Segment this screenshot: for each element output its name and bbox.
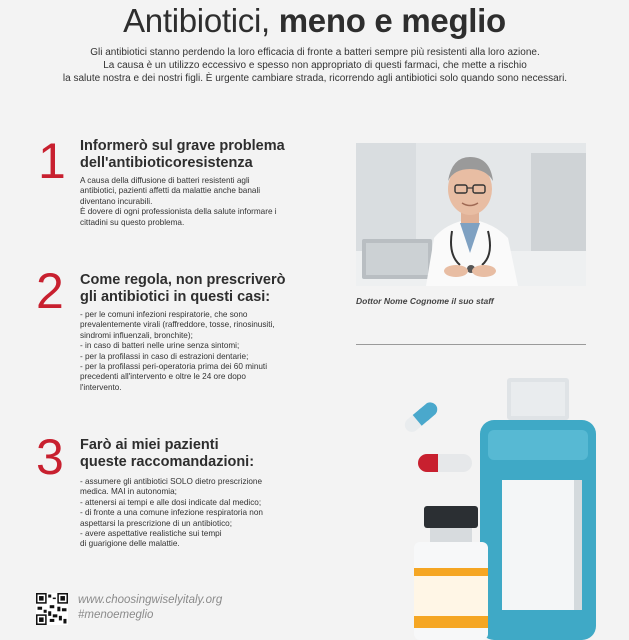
title-light: Antibiotici, bbox=[123, 2, 279, 39]
body-line: di guarigione delle malattie. bbox=[80, 539, 180, 549]
section-title bbox=[80, 437, 254, 471]
body-line: cittadini su questo problema. bbox=[80, 217, 185, 227]
section-body bbox=[80, 310, 275, 393]
body-line: - per le comuni infezioni respiratorie, che sono bbox=[80, 310, 248, 319]
intro-line: Gli antibiotici stanno perdendo la loro efficacia di fronte a batteri sempre più resistenti alla loro azione. bbox=[90, 47, 540, 58]
title-bold: meno e meglio bbox=[278, 2, 506, 39]
vial-icon bbox=[414, 506, 488, 640]
intro-paragraph bbox=[40, 46, 590, 85]
section-title bbox=[80, 138, 285, 172]
section-number: 3 bbox=[36, 429, 64, 485]
section-number: 2 bbox=[36, 263, 64, 319]
body-line: È dovere di ogni professionista della salute informare i bbox=[80, 207, 277, 217]
body-line: medica. MAI in autonomia; bbox=[80, 487, 177, 497]
body-line: - avere aspettative realistiche sui tempi bbox=[80, 529, 222, 539]
section-title-line: Come regola, non prescriverò bbox=[80, 272, 286, 288]
divider bbox=[356, 344, 586, 345]
section-title-line: queste raccomandazioni: bbox=[80, 454, 255, 470]
section-title-line: dell'antibioticoresistenza bbox=[80, 155, 253, 171]
section-title bbox=[80, 272, 285, 306]
photo-caption: Dottor Nome Cognome il suo staff bbox=[356, 296, 494, 306]
intro-line: la salute nostra e dei nostri figli. È urgente cambiare strada, ricorrendo agli antibiotici solo quando sono necessari. bbox=[62, 73, 568, 84]
body-line: - in caso di batteri nelle urine senza sintomi; bbox=[80, 341, 240, 351]
intro-line: La causa è un utilizzo eccessivo e spesso non appropriato di questi farmaci, che mette a rischio bbox=[103, 60, 527, 71]
body-line: - di fronte a una comune infezione respiratoria non bbox=[80, 508, 263, 518]
body-line: antibiotici, pazienti affetti da malattie anche banali bbox=[80, 186, 261, 196]
qr-code-icon bbox=[36, 593, 68, 625]
section-title-line: Farò ai miei pazienti bbox=[80, 437, 219, 453]
body-line: - assumere gli antibiotici SOLO dietro prescrizione bbox=[80, 477, 263, 486]
doctor-illustration bbox=[356, 143, 586, 286]
section-body bbox=[80, 176, 277, 228]
footer-hashtag: #menoemeglio bbox=[78, 609, 154, 621]
section-title-line: Informerò sul grave problema bbox=[80, 138, 285, 154]
body-line: - per la profilassi peri-operatoria prima dei 60 minuti bbox=[80, 362, 268, 372]
body-line: - attenersi ai tempi e alle dosi indicate dal medico; bbox=[80, 497, 262, 507]
body-line: precedenti all'intervento e oltre le 24 ore dopo bbox=[80, 372, 246, 382]
section-body bbox=[80, 477, 263, 550]
page-title bbox=[0, 2, 629, 40]
footer-url[interactable]: www.choosingwiselyitaly.org bbox=[78, 594, 223, 606]
body-line: diventano incurabili. bbox=[80, 196, 153, 206]
body-line: A causa della diffusione di batteri resistenti agli bbox=[80, 176, 250, 185]
body-line: sindromi influenzali, bronchite); bbox=[80, 330, 193, 340]
body-line: l'intervento. bbox=[80, 382, 122, 392]
medicine-illustration bbox=[370, 370, 629, 640]
body-line: prevalentemente virali (raffreddore, tosse, rinosinusiti, bbox=[80, 320, 275, 330]
body-line: aspettarsi la prescrizione di un antibiotico; bbox=[80, 518, 233, 528]
capsule-icon bbox=[418, 454, 472, 472]
capsule-icon bbox=[402, 400, 440, 435]
doctor-photo bbox=[356, 143, 586, 286]
section-number: 1 bbox=[38, 133, 66, 189]
body-line: - per la profilassi in caso di estrazioni dentarie; bbox=[80, 351, 249, 361]
medicine-bottle-icon bbox=[480, 420, 596, 640]
section-title-line: gli antibiotici in questi casi: bbox=[80, 289, 271, 305]
